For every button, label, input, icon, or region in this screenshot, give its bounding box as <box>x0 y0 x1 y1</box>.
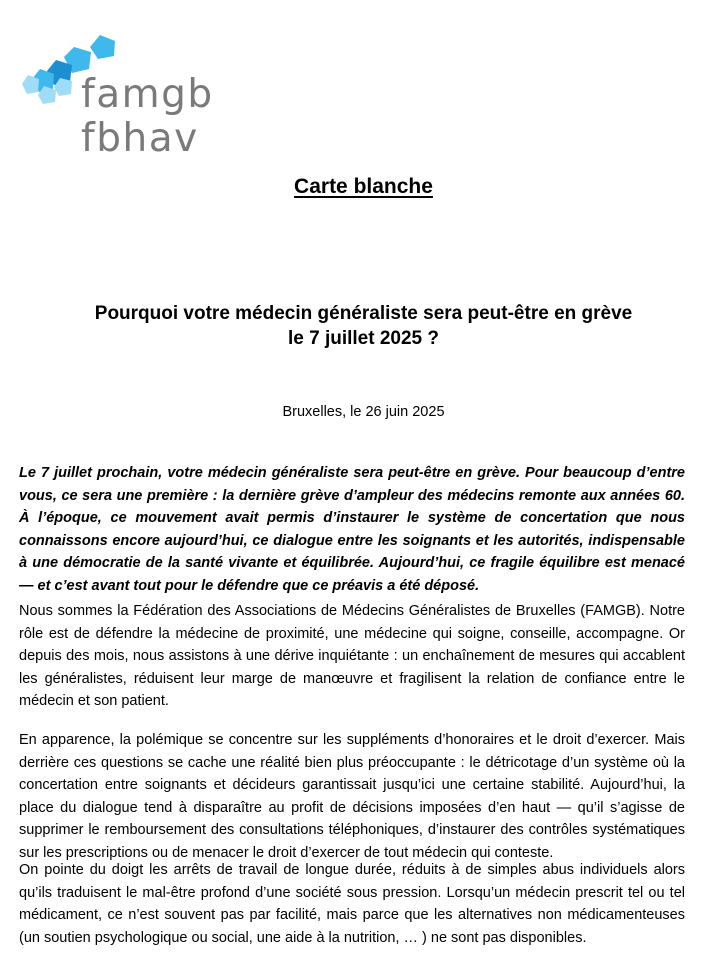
logo-text-fbhav: fbhav <box>81 116 199 161</box>
famgb-logo <box>20 28 230 161</box>
article-title <box>40 301 687 351</box>
article-title-line-1: Pourquoi votre médecin généraliste sera peut-être en grève <box>94 303 633 324</box>
body-paragraph-1: Nous sommes la Fédération des Associations de Médecins Généralistes de Bruxelles (FAMGB). Notre rôle est de défendre la médecine de proximité, une médecine qui soigne, conseille, accompagne. Or depuis des mois, nous assistons à une dérive inquiétante : un enchaînement de mesures qui accablent les généralistes, réduisent leur marge de manœuvre et fragilisent la relation de confiance entre le médecin et son patient. <box>19 603 685 710</box>
body-paragraph-3: On pointe du doigt les arrêts de travail de longue durée, réduits à de simples abus individuels alors qu’ils traduisent le mal-être profond d’une société sous pression. Lorsqu’un médecin prescrit tel ou tel médicament, ce n’est souvent pas par facilité, mais parce que les alternatives non médicamenteuses (un soutien psychologique ou social, une aide à la nutrition, … ) ne sont pas disponibles. <box>19 862 685 946</box>
article-title-line-2: le 7 juillet 2025 ? <box>287 328 440 349</box>
section-kicker: Carte blanche <box>294 175 433 198</box>
body-paragraph-2: En apparence, la polémique se concentre sur les suppléments d’honoraires et le droit d’exercer. Mais derrière ces questions se cache une réalité bien plus préoccupante : le détricotage d’un système où la concertation entre soignants et décideurs garantissait jusqu’ici une certaine stabilité. Aujourd’hui, la place du dialogue tend à disparaître au profit de décisions imposées d’en haut — qu’il s’agisse de supprimer le remboursement des consultations téléphoniques, d’instaurer des contrôles systématiques sur les prescriptions ou de menacer le droit d’exercer de tout médecin qui conteste. <box>19 732 685 861</box>
logo-text-famgb: famgb <box>81 72 214 117</box>
dateline: Bruxelles, le 26 juin 2025 <box>282 404 445 420</box>
lead-paragraph: Le 7 juillet prochain, votre médecin généraliste sera peut-être en grève. Pour beaucoup d’entre vous, ce sera une première : la dernière grève d’ampleur des médecins remonte aux années 60. À l’époque, ce mouvement avait permis d’instaurer le système de concertation que nous connaissons encore aujourd’hui, ce dialogue entre les soignants et les autorités, indispensable à une démocratie de la santé vivante et équilibrée. Aujourd’hui, ce fragile équilibre est menacé — et c’est avant tout pour le défendre que ce préavis a été déposé. <box>19 465 685 594</box>
logo-pentagon-shape <box>90 35 115 59</box>
